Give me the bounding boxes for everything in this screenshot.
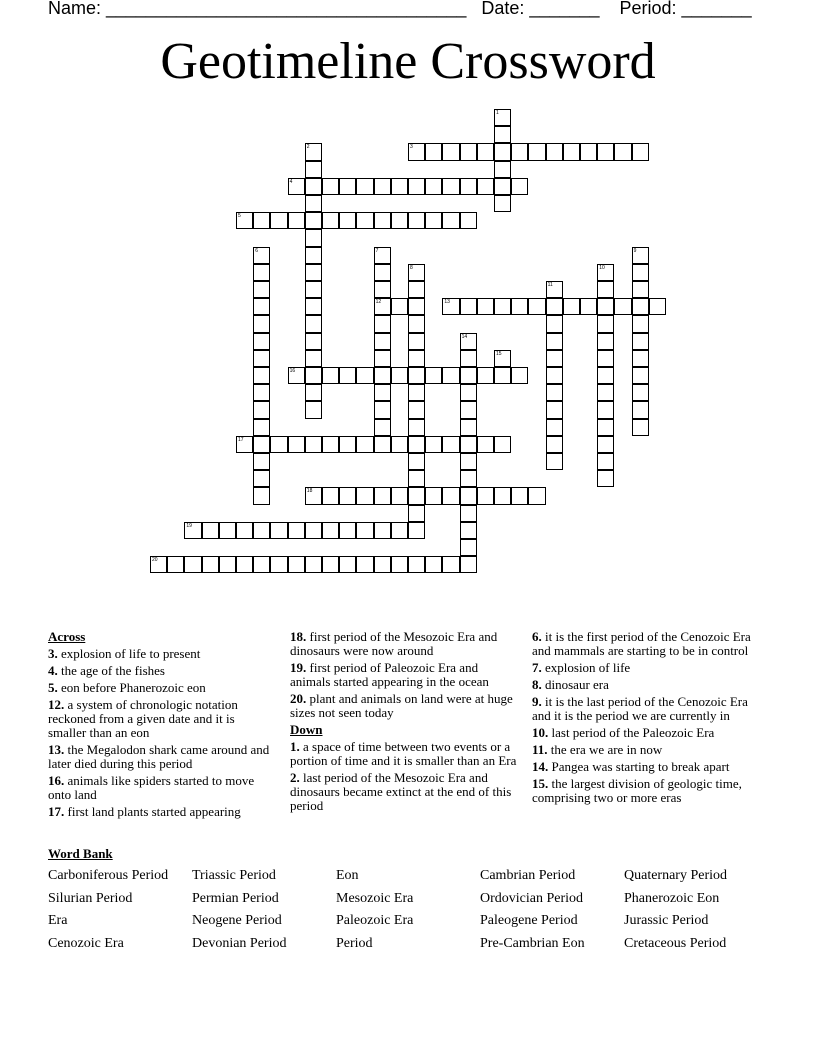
grid-cell[interactable] [580,143,597,160]
grid-cell[interactable] [374,178,391,195]
grid-cell[interactable] [322,522,339,539]
grid-cell[interactable] [305,333,322,350]
grid-cell[interactable] [597,401,614,418]
grid-cell[interactable] [632,143,649,160]
grid-cell[interactable] [546,367,563,384]
word-bank-item: Pre-Cambrian Eon [480,936,585,951]
grid-cell[interactable] [632,264,649,281]
word-bank-item: Phanerozoic Eon [624,891,720,906]
grid-cell[interactable] [408,298,425,315]
grid-cell[interactable] [511,487,528,504]
grid-cell[interactable] [632,350,649,367]
across-heading: Across [48,629,86,644]
word-bank-item: Cenozoic Era [48,936,124,951]
grid-cell[interactable] [322,178,339,195]
grid-cell[interactable] [477,178,494,195]
grid-cell[interactable] [511,143,528,160]
grid-cell[interactable] [305,556,322,573]
grid-cell[interactable] [442,298,459,315]
grid-cell[interactable] [374,333,391,350]
clue-across-3: 3. explosion of life to present [48,646,201,661]
grid-cell[interactable] [270,212,287,229]
clue-across-4: 4. the age of the fishes [48,663,165,678]
grid-cell[interactable] [632,315,649,332]
grid-cell[interactable] [253,401,270,418]
grid-cell[interactable] [477,143,494,160]
grid-cell[interactable] [305,161,322,178]
word-bank-item: Silurian Period [48,891,133,906]
clue-number: 11 [547,282,553,288]
clue-number: 8 [410,264,413,271]
clues-column-3 [532,630,768,808]
grid-cell[interactable] [494,487,511,504]
grid-cell[interactable] [597,281,614,298]
grid-cell[interactable] [305,178,322,195]
grid-cell[interactable] [460,367,477,384]
grid-cell[interactable] [408,522,425,539]
grid-cell[interactable] [494,436,511,453]
grid-cell[interactable] [253,453,270,470]
clue-down-8: 8. dinosaur era [532,677,609,692]
grid-cell[interactable] [408,212,425,229]
grid-cell[interactable] [408,333,425,350]
grid-cell[interactable] [546,281,563,298]
grid-cell[interactable] [494,126,511,143]
grid-cell[interactable] [408,350,425,367]
name-date-period-line: Name: ____________________________________ Date: _______ Period: _______ [48,0,752,18]
grid-cell[interactable] [408,281,425,298]
grid-cell[interactable] [391,298,408,315]
grid-cell[interactable] [253,281,270,298]
clue-across-19: 19. first period of Paleozoic Era and animals started appearing in the ocean [290,660,489,689]
grid-cell[interactable] [150,556,167,573]
clue-number: 7 [375,247,379,254]
clue-down-14: 14. Pangea was starting to break apart [532,759,730,774]
grid-cell[interactable] [270,436,287,453]
grid-cell[interactable] [236,522,253,539]
clues-column-2 [290,630,520,816]
grid-cell[interactable] [288,436,305,453]
grid-cell[interactable] [477,298,494,315]
grid-cell[interactable] [374,487,391,504]
grid-cell[interactable] [356,522,373,539]
grid-cell[interactable] [253,487,270,504]
grid-cell[interactable] [442,212,459,229]
grid-cell[interactable] [425,487,442,504]
grid-cell[interactable] [374,556,391,573]
grid-cell[interactable] [460,212,477,229]
grid-cell[interactable] [632,333,649,350]
grid-cell[interactable] [494,161,511,178]
grid-cell[interactable] [408,315,425,332]
clue-across-16: 16. animals like spiders started to move onto land [48,773,255,802]
grid-cell[interactable] [202,556,219,573]
grid-cell[interactable] [632,367,649,384]
clue-number: 19 [186,522,192,529]
grid-cell[interactable] [253,522,270,539]
grid-cell[interactable] [253,333,270,350]
grid-cell[interactable] [253,436,270,453]
clue-across-13: 13. the Megalodon shark came around and later died during this period [48,742,270,771]
grid-cell[interactable] [460,453,477,470]
clue-number: 12 [375,299,382,306]
grid-cell[interactable] [597,350,614,367]
grid-cell[interactable] [374,247,391,264]
grid-cell[interactable] [305,264,322,281]
word-bank-item: Jurassic Period [624,913,709,928]
grid-cell[interactable] [202,522,219,539]
grid-cell[interactable] [614,143,631,160]
grid-cell[interactable] [305,436,322,453]
grid-cell[interactable] [408,556,425,573]
grid-cell[interactable] [511,298,528,315]
grid-cell[interactable] [288,522,305,539]
clue-number: 14 [461,333,468,340]
clue-number: 6 [255,247,258,254]
grid-cell[interactable] [408,419,425,436]
grid-cell[interactable] [460,436,477,453]
clue-number: 5 [238,213,241,220]
grid-cell[interactable] [391,522,408,539]
clue-across-12: 12. a system of chronologic notation reckoned from a given date and it is smaller than an eon [48,697,238,740]
word-bank-item: Neogene Period [192,913,282,928]
grid-cell[interactable] [511,367,528,384]
grid-cell[interactable] [460,384,477,401]
grid-cell[interactable] [494,143,511,160]
clue-down-2: 2. last period of the Mesozoic Era and dinosaurs became extinct at the end of this period [290,770,512,813]
grid-cell[interactable] [288,212,305,229]
grid-cell[interactable] [374,298,391,315]
grid-cell[interactable] [305,229,322,246]
grid-cell[interactable] [597,436,614,453]
grid-cell[interactable] [322,487,339,504]
clues-column-1 [48,630,270,822]
grid-cell[interactable] [288,556,305,573]
grid-cell[interactable] [597,419,614,436]
grid-cell[interactable] [528,487,545,504]
grid-cell[interactable] [408,401,425,418]
grid-cell[interactable] [408,436,425,453]
grid-cell[interactable] [374,281,391,298]
grid-cell[interactable] [477,436,494,453]
grid-cell[interactable] [408,384,425,401]
grid-cell[interactable] [305,298,322,315]
grid-cell[interactable] [442,367,459,384]
grid-cell[interactable] [322,436,339,453]
clue-number: 3 [410,144,413,151]
grid-cell[interactable] [391,487,408,504]
grid-cell[interactable] [580,298,597,315]
grid-cell[interactable] [546,143,563,160]
word-bank-item: Period [336,936,373,951]
word-bank-item: Era [48,913,68,928]
clue-number: 1 [496,110,499,116]
grid-cell[interactable] [219,556,236,573]
word-bank-item: Ordovician Period [480,891,584,906]
grid-cell[interactable] [632,401,649,418]
grid-cell[interactable] [649,298,666,315]
clue-number: 2 [306,144,310,151]
grid-cell[interactable] [339,522,356,539]
word-bank-item: Cretaceous Period [624,936,727,951]
grid-cell[interactable] [546,350,563,367]
grid-cell[interactable] [374,350,391,367]
grid-cell[interactable] [339,436,356,453]
grid-cell[interactable] [339,487,356,504]
clue-across-17: 17. first land plants started appearing [48,804,241,819]
clue-across-18: 18. first period of the Mesozoic Era and dinosaurs were now around [290,629,498,658]
grid-cell[interactable] [460,333,477,350]
grid-cell[interactable] [391,367,408,384]
grid-cell[interactable] [460,522,477,539]
grid-cell[interactable] [442,143,459,160]
grid-cell[interactable] [597,384,614,401]
grid-cell[interactable] [391,178,408,195]
grid-cell[interactable] [408,470,425,487]
grid-cell[interactable] [253,298,270,315]
grid-cell[interactable] [391,556,408,573]
grid-cell[interactable] [632,384,649,401]
grid-cell[interactable] [632,298,649,315]
grid-cell[interactable] [425,212,442,229]
grid-cell[interactable] [288,367,305,384]
grid-cell[interactable] [546,315,563,332]
grid-cell[interactable] [597,453,614,470]
grid-cell[interactable] [184,556,201,573]
grid-cell[interactable] [528,143,545,160]
grid-cell[interactable] [597,470,614,487]
grid-cell[interactable] [477,487,494,504]
grid-cell[interactable] [632,281,649,298]
clue-number: 4 [289,178,293,185]
grid-cell[interactable] [460,539,477,556]
grid-cell[interactable] [442,487,459,504]
grid-cell[interactable] [288,178,305,195]
grid-cell[interactable] [477,367,494,384]
grid-cell[interactable] [563,298,580,315]
grid-cell[interactable] [546,419,563,436]
grid-cell[interactable] [253,470,270,487]
grid-cell[interactable] [322,556,339,573]
grid-cell[interactable] [460,556,477,573]
grid-cell[interactable] [408,453,425,470]
grid-cell[interactable] [597,298,614,315]
grid-cell[interactable] [442,556,459,573]
grid-cell[interactable] [597,367,614,384]
grid-cell[interactable] [305,212,322,229]
grid-cell[interactable] [391,212,408,229]
grid-cell[interactable] [460,298,477,315]
grid-cell[interactable] [460,143,477,160]
grid-cell[interactable] [236,212,253,229]
grid-cell[interactable] [442,436,459,453]
grid-cell[interactable] [546,298,563,315]
grid-cell[interactable] [253,212,270,229]
grid-cell[interactable] [614,298,631,315]
grid-cell[interactable] [356,178,373,195]
grid-cell[interactable] [236,436,253,453]
grid-cell[interactable] [236,556,253,573]
word-bank-heading: Word Bank [48,846,113,861]
word-bank-item: Permian Period [192,891,279,906]
clue-down-9: 9. it is the last period of the Cenozoic Era and it is the period we are currently in [532,694,748,723]
clue-number: 15 [496,350,502,357]
grid-cell[interactable] [494,109,511,126]
word-bank-item: Paleogene Period [480,913,578,928]
grid-cell[interactable] [494,178,511,195]
grid-cell[interactable] [408,264,425,281]
grid-cell[interactable] [253,384,270,401]
grid-cell[interactable] [528,298,545,315]
down-heading: Down [290,722,323,737]
grid-cell[interactable] [305,281,322,298]
grid-cell[interactable] [632,247,649,264]
word-bank-item: Mesozoic Era [336,891,414,906]
grid-cell[interactable] [374,264,391,281]
grid-cell[interactable] [339,556,356,573]
grid-cell[interactable] [305,315,322,332]
grid-cell[interactable] [339,178,356,195]
grid-cell[interactable] [597,264,614,281]
grid-cell[interactable] [253,264,270,281]
word-bank-item: Paleozoic Era [336,913,414,928]
grid-cell[interactable] [374,419,391,436]
grid-cell[interactable] [460,178,477,195]
grid-cell[interactable] [494,298,511,315]
grid-cell[interactable] [391,436,408,453]
clue-down-1: 1. a space of time between two events or a portion of time and it is smaller than an Era [290,739,517,768]
grid-cell[interactable] [563,143,580,160]
grid-cell[interactable] [253,556,270,573]
grid-cell[interactable] [305,247,322,264]
grid-cell[interactable] [408,178,425,195]
grid-cell[interactable] [546,453,563,470]
grid-cell[interactable] [408,143,425,160]
grid-cell[interactable] [322,212,339,229]
grid-cell[interactable] [374,315,391,332]
grid-cell[interactable] [425,178,442,195]
grid-cell[interactable] [597,143,614,160]
grid-cell[interactable] [408,367,425,384]
grid-cell[interactable] [305,401,322,418]
grid-cell[interactable] [356,212,373,229]
grid-cell[interactable] [305,522,322,539]
grid-cell[interactable] [270,556,287,573]
grid-cell[interactable] [546,401,563,418]
grid-cell[interactable] [253,350,270,367]
clue-number: 13 [444,299,450,306]
grid-cell[interactable] [356,367,373,384]
grid-cell[interactable] [374,522,391,539]
grid-cell[interactable] [460,350,477,367]
grid-cell[interactable] [425,143,442,160]
grid-cell[interactable] [546,333,563,350]
grid-cell[interactable] [305,143,322,160]
grid-cell[interactable] [356,487,373,504]
clue-down-10: 10. last period of the Paleozoic Era [532,725,715,740]
word-bank-item: Cambrian Period [480,868,576,883]
grid-cell[interactable] [374,367,391,384]
grid-cell[interactable] [442,178,459,195]
clue-down-15: 15. the largest division of geologic time, comprising two or more eras [532,776,742,805]
grid-cell[interactable] [408,505,425,522]
grid-cell[interactable] [356,556,373,573]
grid-cell[interactable] [374,401,391,418]
grid-cell[interactable] [425,556,442,573]
word-bank-item: Devonian Period [192,936,287,951]
word-bank-item: Carboniferous Period [48,868,169,883]
grid-cell[interactable] [597,333,614,350]
grid-cell[interactable] [356,436,373,453]
grid-cell[interactable] [167,556,184,573]
clue-number: 16 [289,368,296,374]
clue-across-5: 5. eon before Phanerozoic eon [48,680,206,695]
clue-down-6: 6. it is the first period of the Cenozoic Era and mammals are starting to be in control [532,629,751,658]
grid-cell[interactable] [460,470,477,487]
grid-cell[interactable] [374,384,391,401]
grid-cell[interactable] [425,436,442,453]
grid-cell[interactable] [425,367,442,384]
grid-cell[interactable] [305,487,322,504]
grid-cell[interactable] [253,247,270,264]
clue-down-7: 7. explosion of life [532,660,631,675]
grid-cell[interactable] [460,505,477,522]
grid-cell[interactable] [408,487,425,504]
grid-cell[interactable] [253,367,270,384]
grid-cell[interactable] [305,384,322,401]
grid-cell[interactable] [546,384,563,401]
grid-cell[interactable] [494,195,511,212]
page-title: Geotimeline Crossword [160,33,656,90]
grid-cell[interactable] [339,367,356,384]
grid-cell[interactable] [460,401,477,418]
grid-cell[interactable] [374,212,391,229]
grid-cell[interactable] [270,522,287,539]
clue-number: 10 [599,264,605,271]
grid-cell[interactable] [494,367,511,384]
grid-cell[interactable] [597,315,614,332]
grid-cell[interactable] [253,419,270,436]
clue-number: 18 [306,488,313,495]
word-bank-item: Triassic Period [192,868,276,883]
grid-cell[interactable] [322,367,339,384]
grid-cell[interactable] [305,195,322,212]
grid-cell[interactable] [546,436,563,453]
clue-number: 17 [238,436,244,443]
clue-across-20: 20. plant and animals on land were at huge sizes not seen today [290,691,513,720]
clue-down-11: 11. the era we are in now [532,742,663,757]
grid-cell[interactable] [511,178,528,195]
word-bank-item: Eon [336,868,359,883]
clue-number: 20 [152,557,158,564]
grid-cell[interactable] [305,367,322,384]
grid-cell[interactable] [253,315,270,332]
grid-cell[interactable] [339,212,356,229]
grid-cell[interactable] [219,522,236,539]
grid-cell[interactable] [494,350,511,367]
clue-number: 9 [633,247,637,254]
grid-cell[interactable] [305,350,322,367]
grid-cell[interactable] [184,522,201,539]
grid-cell[interactable] [374,436,391,453]
word-bank-item: Quaternary Period [624,868,728,883]
grid-cell[interactable] [460,487,477,504]
grid-cell[interactable] [460,419,477,436]
grid-cell[interactable] [632,419,649,436]
